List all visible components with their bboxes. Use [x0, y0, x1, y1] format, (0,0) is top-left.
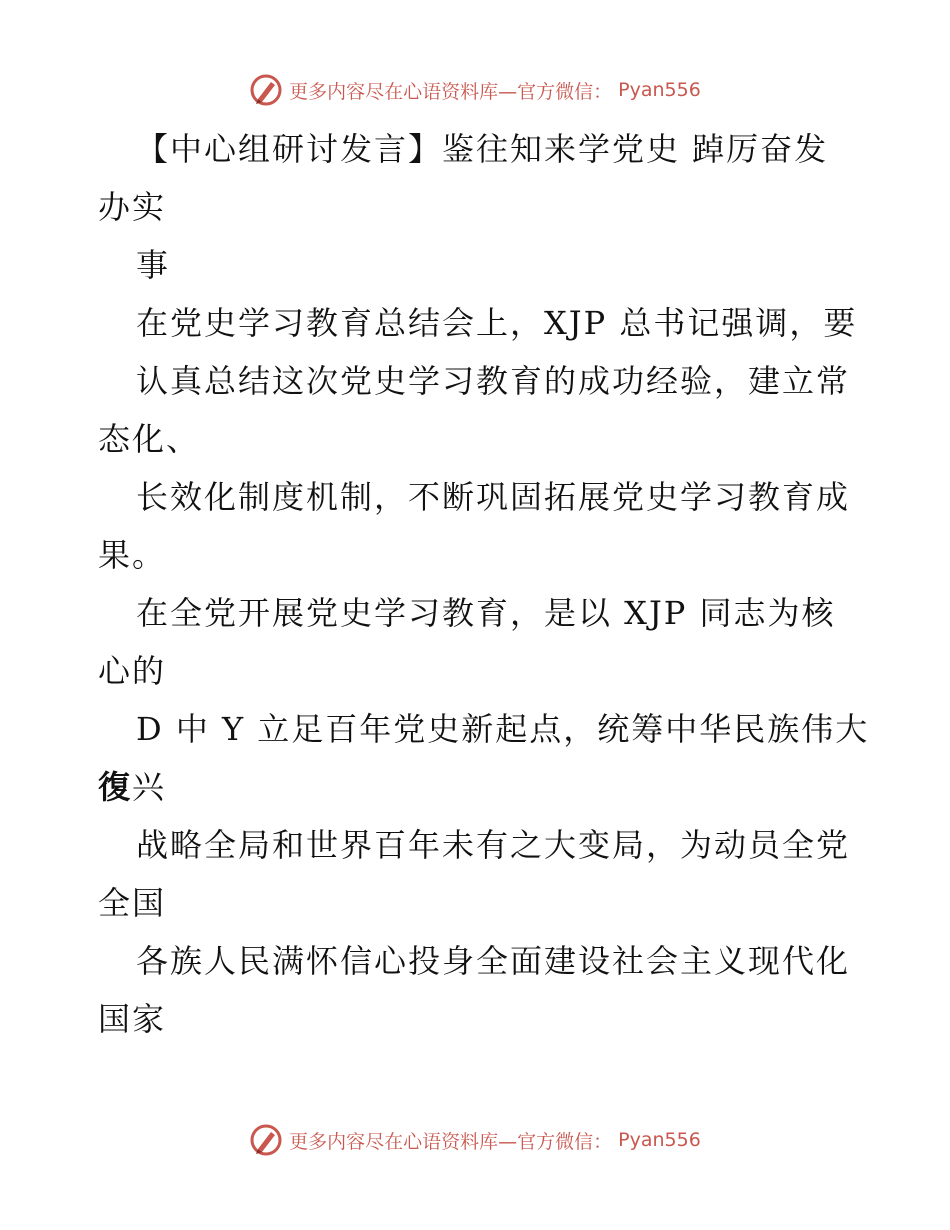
document-title: 【中心组研讨发言】鉴往知来学党史 踔厉奋发: [136, 130, 829, 168]
text-line: 国家: [98, 1000, 167, 1038]
text-line: 在党史学习教育总结会上，XJP 总书记强调，要: [136, 304, 858, 342]
pen-logo-icon: [249, 73, 283, 107]
text-line: D 中 Y 立足百年党史新起点，统筹中华民族伟大: [136, 710, 870, 748]
watermark-id: Pyan556: [618, 1129, 701, 1151]
text-line: 心的: [98, 652, 167, 690]
text-line: 各族人民满怀信心投身全面建设社会主义现代化: [136, 942, 851, 980]
watermark-text: 更多内容尽在心语资料库—官方微信：: [289, 80, 613, 103]
text-fragment: 兴: [132, 768, 167, 806]
text-line: [0, 758, 950, 816]
text-line: 果。: [98, 536, 167, 574]
footer-watermark: [0, 1120, 950, 1160]
special-char: 復: [98, 768, 133, 806]
text-line: 认真总结这次党史学习教育的成功经验，建立常: [136, 362, 851, 400]
text-line: 事: [136, 246, 171, 284]
pen-logo-icon: [249, 1123, 283, 1157]
text-line: 在全党开展党史学习教育，是以 XJP 同志为核: [136, 594, 836, 632]
text-line: 战略全局和世界百年未有之大变局，为动员全党: [136, 826, 851, 864]
document-body: [0, 120, 950, 1048]
text-line: 办实: [98, 188, 167, 226]
text-line: 态化、: [98, 420, 201, 458]
header-watermark: [0, 70, 950, 110]
text-line: 长效化制度机制，不断巩固拓展党史学习教育成: [136, 478, 851, 516]
watermark-text: 更多内容尽在心语资料库—官方微信：: [289, 1130, 613, 1153]
watermark-id: Pyan556: [618, 79, 701, 101]
text-line: 全国: [98, 884, 167, 922]
